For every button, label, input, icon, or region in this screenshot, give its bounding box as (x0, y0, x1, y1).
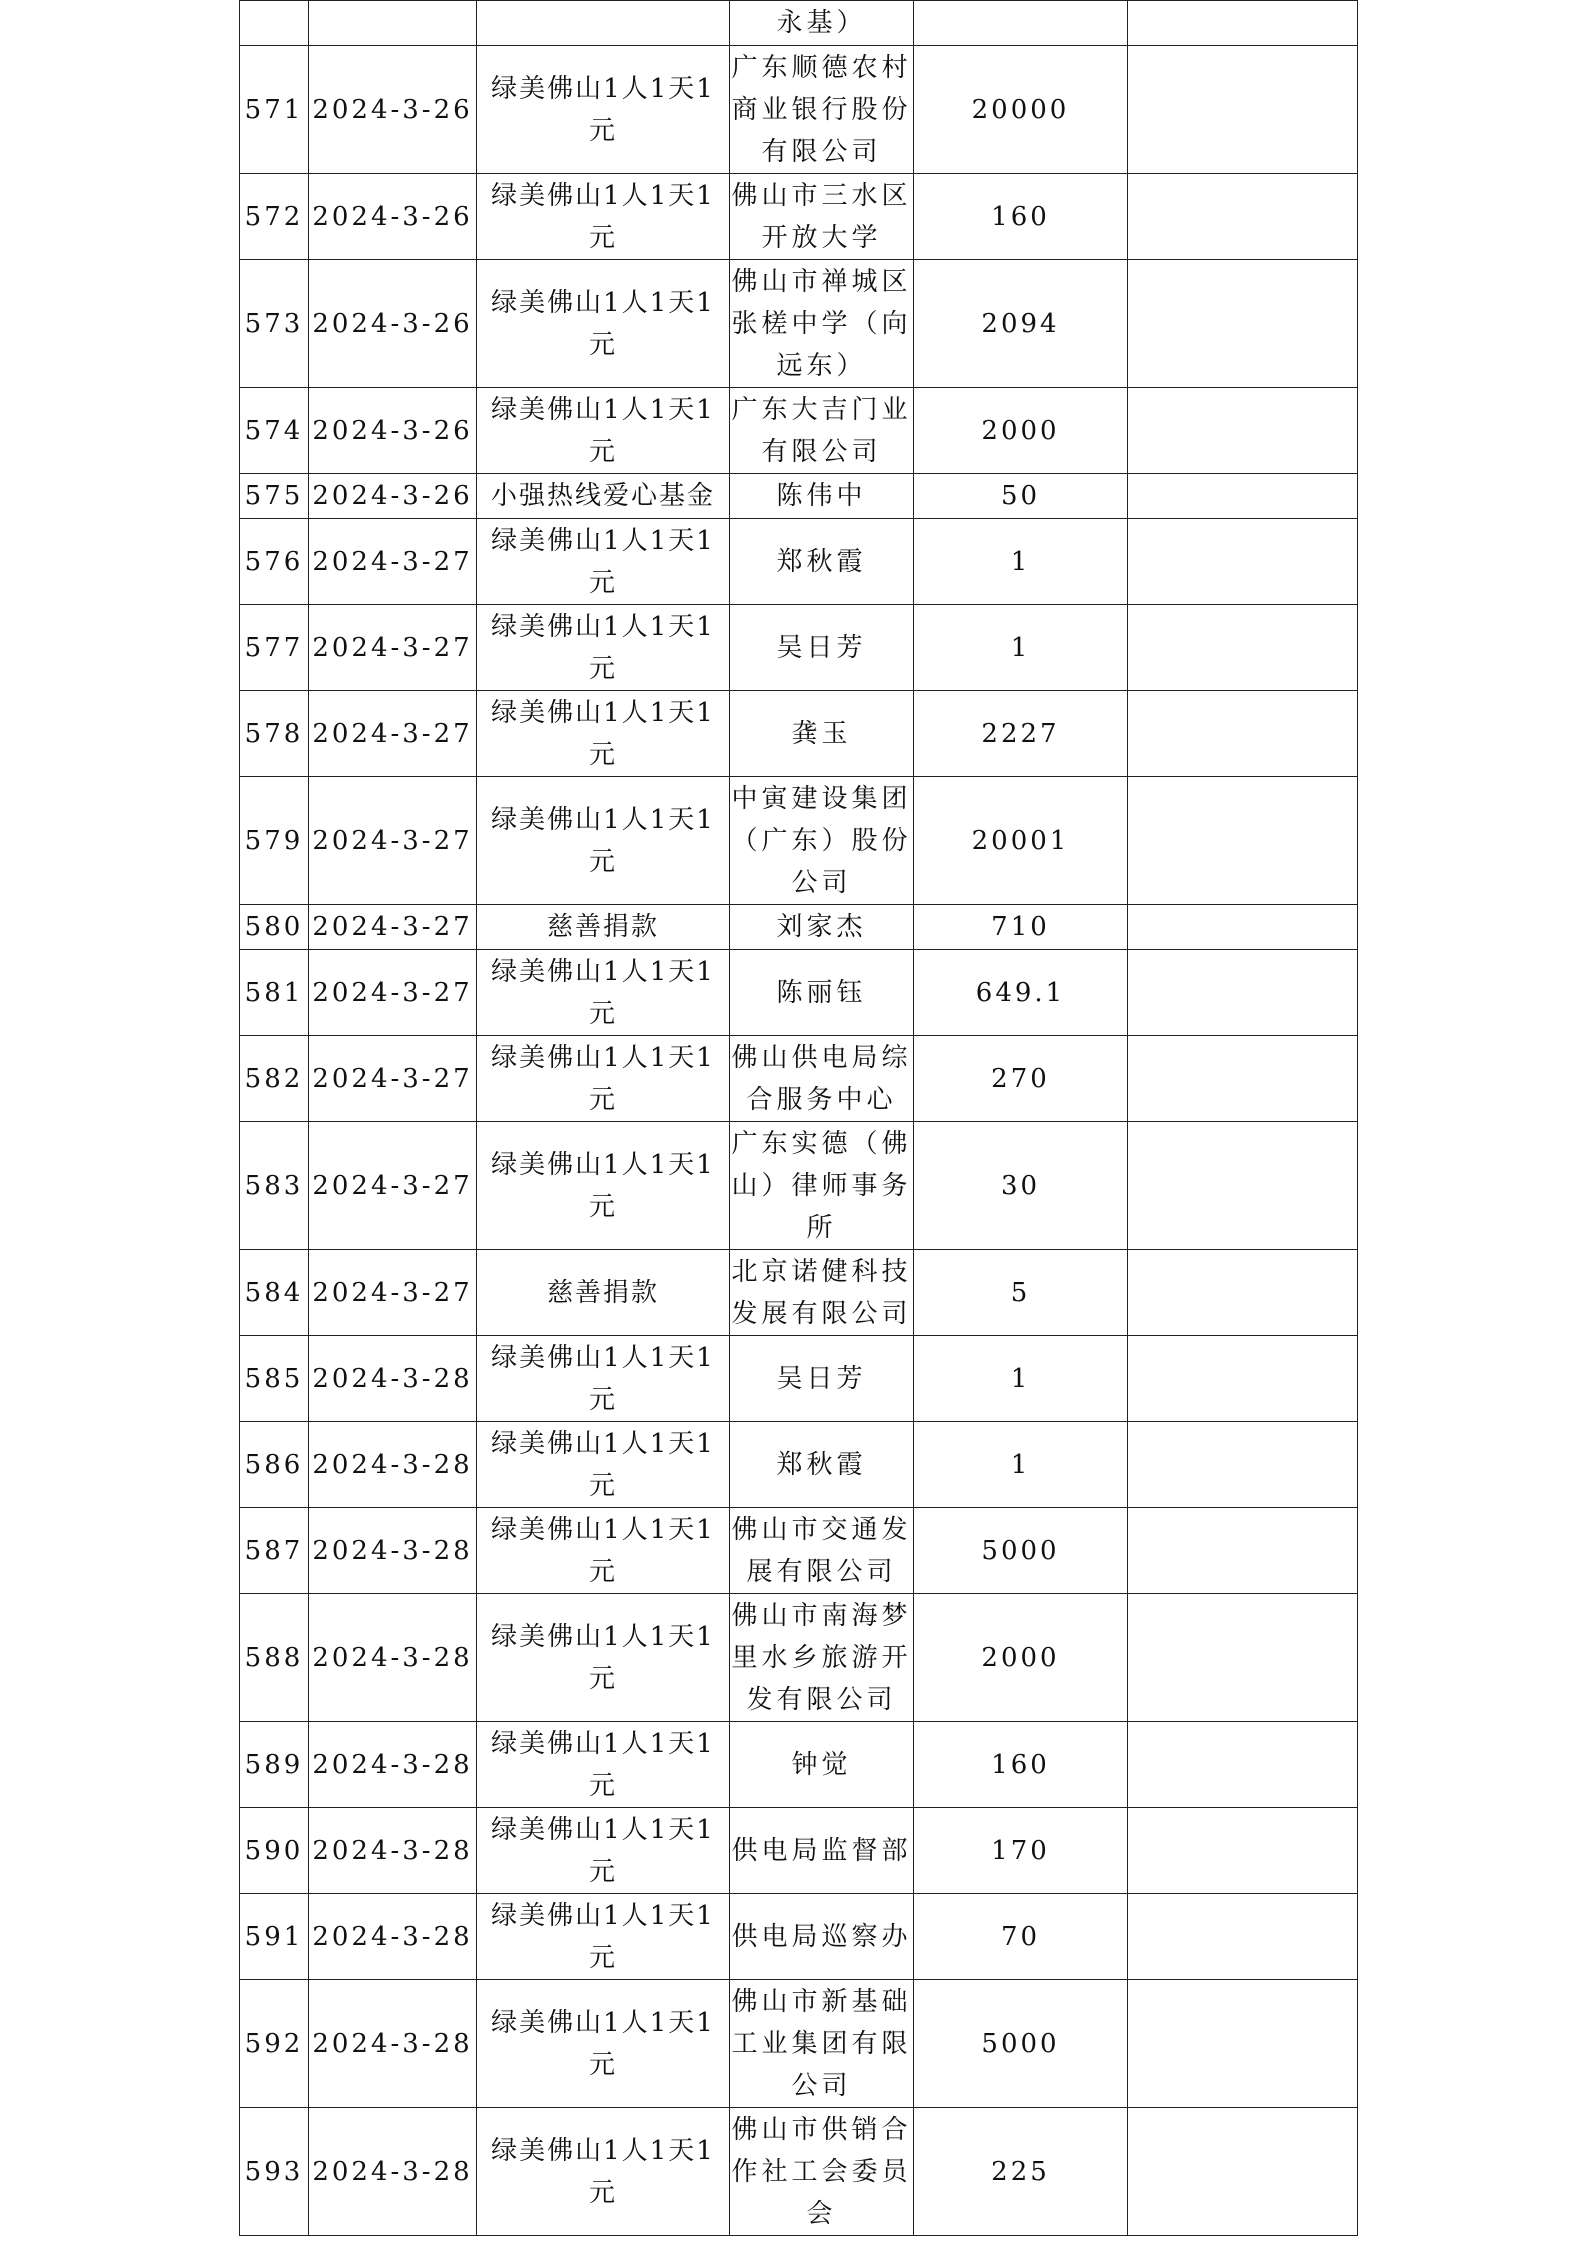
cell-project: 绿美佛山1人1天1元 (477, 605, 730, 691)
cell-amount: 5 (914, 1250, 1128, 1336)
cell-remark (1128, 1122, 1358, 1250)
cell-date: 2024-3-26 (309, 174, 477, 260)
cell-project: 绿美佛山1人1天1元 (477, 174, 730, 260)
cell-no: 591 (240, 1894, 309, 1980)
cell-donor: 供电局巡察办 (730, 1894, 914, 1980)
cell-no: 579 (240, 777, 309, 905)
cell-donor: 佛山供电局综合服务中心 (730, 1036, 914, 1122)
cell-project: 绿美佛山1人1天1元 (477, 1894, 730, 1980)
cell-project: 绿美佛山1人1天1元 (477, 2108, 730, 2236)
cell-project: 小强热线爱心基金 (477, 474, 730, 519)
cell-date (309, 1, 477, 46)
cell-amount: 710 (914, 905, 1128, 950)
cell-project: 绿美佛山1人1天1元 (477, 1808, 730, 1894)
table-row (240, 174, 1358, 260)
cell-donor: 郑秋霞 (730, 1422, 914, 1508)
table-row (240, 605, 1358, 691)
cell-remark (1128, 1722, 1358, 1808)
cell-amount: 1 (914, 519, 1128, 605)
cell-no: 582 (240, 1036, 309, 1122)
cell-remark (1128, 691, 1358, 777)
cell-project: 绿美佛山1人1天1元 (477, 1508, 730, 1594)
cell-amount: 30 (914, 1122, 1128, 1250)
cell-amount: 649.1 (914, 950, 1128, 1036)
cell-donor: 吴日芳 (730, 605, 914, 691)
cell-no: 584 (240, 1250, 309, 1336)
table-row (240, 2108, 1358, 2236)
table-row (240, 46, 1358, 174)
cell-date: 2024-3-27 (309, 691, 477, 777)
cell-no: 588 (240, 1594, 309, 1722)
cell-remark (1128, 1508, 1358, 1594)
cell-project: 绿美佛山1人1天1元 (477, 1336, 730, 1422)
donation-table-body (240, 1, 1358, 2236)
cell-project: 绿美佛山1人1天1元 (477, 1036, 730, 1122)
cell-date: 2024-3-28 (309, 1894, 477, 1980)
cell-no: 578 (240, 691, 309, 777)
cell-remark (1128, 1594, 1358, 1722)
cell-project: 绿美佛山1人1天1元 (477, 950, 730, 1036)
table-row (240, 519, 1358, 605)
cell-date: 2024-3-28 (309, 1722, 477, 1808)
cell-project: 绿美佛山1人1天1元 (477, 1594, 730, 1722)
cell-donor: 龚玉 (730, 691, 914, 777)
cell-date: 2024-3-26 (309, 260, 477, 388)
cell-no: 573 (240, 260, 309, 388)
table-row (240, 1250, 1358, 1336)
cell-project: 绿美佛山1人1天1元 (477, 1422, 730, 1508)
table-row (240, 1722, 1358, 1808)
cell-remark (1128, 2108, 1358, 2236)
cell-date: 2024-3-27 (309, 777, 477, 905)
cell-date: 2024-3-28 (309, 1594, 477, 1722)
cell-remark (1128, 1894, 1358, 1980)
cell-amount: 270 (914, 1036, 1128, 1122)
cell-remark (1128, 777, 1358, 905)
cell-amount: 160 (914, 174, 1128, 260)
cell-date: 2024-3-26 (309, 474, 477, 519)
cell-no (240, 1, 309, 46)
table-row (240, 1336, 1358, 1422)
cell-donor: 供电局监督部 (730, 1808, 914, 1894)
cell-date: 2024-3-26 (309, 388, 477, 474)
cell-remark (1128, 1036, 1358, 1122)
cell-project: 绿美佛山1人1天1元 (477, 777, 730, 905)
cell-amount: 1 (914, 1422, 1128, 1508)
table-row (240, 1508, 1358, 1594)
cell-remark (1128, 1980, 1358, 2108)
table-row (240, 1594, 1358, 1722)
cell-donor: 佛山市禅城区张槎中学（向远东） (730, 260, 914, 388)
cell-donor: 广东顺德农村商业银行股份有限公司 (730, 46, 914, 174)
cell-amount: 20001 (914, 777, 1128, 905)
cell-date: 2024-3-28 (309, 1422, 477, 1508)
cell-amount: 1 (914, 1336, 1128, 1422)
table-row (240, 777, 1358, 905)
cell-no: 577 (240, 605, 309, 691)
cell-remark (1128, 388, 1358, 474)
cell-donor: 佛山市供销合作社工会委员会 (730, 2108, 914, 2236)
table-row (240, 260, 1358, 388)
cell-date: 2024-3-28 (309, 1808, 477, 1894)
cell-no: 589 (240, 1722, 309, 1808)
cell-date: 2024-3-27 (309, 905, 477, 950)
cell-donor: 陈伟中 (730, 474, 914, 519)
cell-project: 慈善捐款 (477, 1250, 730, 1336)
cell-date: 2024-3-27 (309, 519, 477, 605)
cell-amount: 20000 (914, 46, 1128, 174)
cell-amount: 225 (914, 2108, 1128, 2236)
table-row (240, 1036, 1358, 1122)
cell-donor: 佛山市交通发展有限公司 (730, 1508, 914, 1594)
table-row (240, 388, 1358, 474)
cell-remark (1128, 905, 1358, 950)
cell-project: 慈善捐款 (477, 905, 730, 950)
cell-date: 2024-3-28 (309, 1508, 477, 1594)
cell-remark (1128, 519, 1358, 605)
table-row (240, 474, 1358, 519)
cell-project: 绿美佛山1人1天1元 (477, 388, 730, 474)
cell-donor: 佛山市南海梦里水乡旅游开发有限公司 (730, 1594, 914, 1722)
cell-no: 580 (240, 905, 309, 950)
cell-amount: 5000 (914, 1508, 1128, 1594)
table-row-fragment (240, 1, 1358, 46)
cell-date: 2024-3-27 (309, 1122, 477, 1250)
table-row (240, 1980, 1358, 2108)
table-row (240, 905, 1358, 950)
cell-amount: 50 (914, 474, 1128, 519)
cell-no: 572 (240, 174, 309, 260)
cell-remark (1128, 1808, 1358, 1894)
cell-donor: 佛山市三水区开放大学 (730, 174, 914, 260)
cell-date: 2024-3-28 (309, 1980, 477, 2108)
cell-remark (1128, 474, 1358, 519)
cell-no: 593 (240, 2108, 309, 2236)
cell-donor: 永基） (730, 1, 914, 46)
cell-date: 2024-3-27 (309, 605, 477, 691)
cell-amount: 2094 (914, 260, 1128, 388)
cell-donor: 郑秋霞 (730, 519, 914, 605)
table-row (240, 1894, 1358, 1980)
cell-date: 2024-3-27 (309, 1250, 477, 1336)
cell-no: 581 (240, 950, 309, 1036)
cell-no: 592 (240, 1980, 309, 2108)
cell-project: 绿美佛山1人1天1元 (477, 260, 730, 388)
cell-no: 576 (240, 519, 309, 605)
cell-amount: 2227 (914, 691, 1128, 777)
cell-date: 2024-3-26 (309, 46, 477, 174)
cell-remark (1128, 605, 1358, 691)
cell-no: 571 (240, 46, 309, 174)
cell-amount: 70 (914, 1894, 1128, 1980)
table-row (240, 691, 1358, 777)
table-row (240, 950, 1358, 1036)
cell-project (477, 1, 730, 46)
cell-donor: 吴日芳 (730, 1336, 914, 1422)
cell-amount: 2000 (914, 388, 1128, 474)
cell-remark (1128, 46, 1358, 174)
cell-no: 575 (240, 474, 309, 519)
cell-remark (1128, 260, 1358, 388)
cell-amount: 170 (914, 1808, 1128, 1894)
cell-no: 586 (240, 1422, 309, 1508)
cell-donor: 广东实德（佛山）律师事务所 (730, 1122, 914, 1250)
cell-no: 587 (240, 1508, 309, 1594)
cell-donor: 佛山市新基础工业集团有限公司 (730, 1980, 914, 2108)
cell-amount: 1 (914, 605, 1128, 691)
cell-no: 590 (240, 1808, 309, 1894)
cell-date: 2024-3-28 (309, 2108, 477, 2236)
cell-donor: 陈丽钰 (730, 950, 914, 1036)
cell-date: 2024-3-28 (309, 1336, 477, 1422)
cell-amount: 5000 (914, 1980, 1128, 2108)
cell-project: 绿美佛山1人1天1元 (477, 1122, 730, 1250)
table-row (240, 1122, 1358, 1250)
donation-table (239, 0, 1358, 2236)
cell-remark (1128, 174, 1358, 260)
cell-amount: 160 (914, 1722, 1128, 1808)
table-row (240, 1808, 1358, 1894)
cell-date: 2024-3-27 (309, 950, 477, 1036)
cell-amount (914, 1, 1128, 46)
cell-remark (1128, 1336, 1358, 1422)
cell-amount: 2000 (914, 1594, 1128, 1722)
cell-project: 绿美佛山1人1天1元 (477, 691, 730, 777)
cell-date: 2024-3-27 (309, 1036, 477, 1122)
cell-no: 583 (240, 1122, 309, 1250)
cell-no: 574 (240, 388, 309, 474)
cell-remark (1128, 1, 1358, 46)
cell-donor: 钟觉 (730, 1722, 914, 1808)
cell-donor: 北京诺健科技发展有限公司 (730, 1250, 914, 1336)
cell-donor: 中寅建设集团（广东）股份公司 (730, 777, 914, 905)
cell-remark (1128, 950, 1358, 1036)
cell-project: 绿美佛山1人1天1元 (477, 1980, 730, 2108)
cell-no: 585 (240, 1336, 309, 1422)
cell-project: 绿美佛山1人1天1元 (477, 46, 730, 174)
cell-project: 绿美佛山1人1天1元 (477, 1722, 730, 1808)
cell-donor: 广东大吉门业有限公司 (730, 388, 914, 474)
cell-project: 绿美佛山1人1天1元 (477, 519, 730, 605)
cell-remark (1128, 1422, 1358, 1508)
table-row (240, 1422, 1358, 1508)
cell-donor: 刘家杰 (730, 905, 914, 950)
cell-remark (1128, 1250, 1358, 1336)
